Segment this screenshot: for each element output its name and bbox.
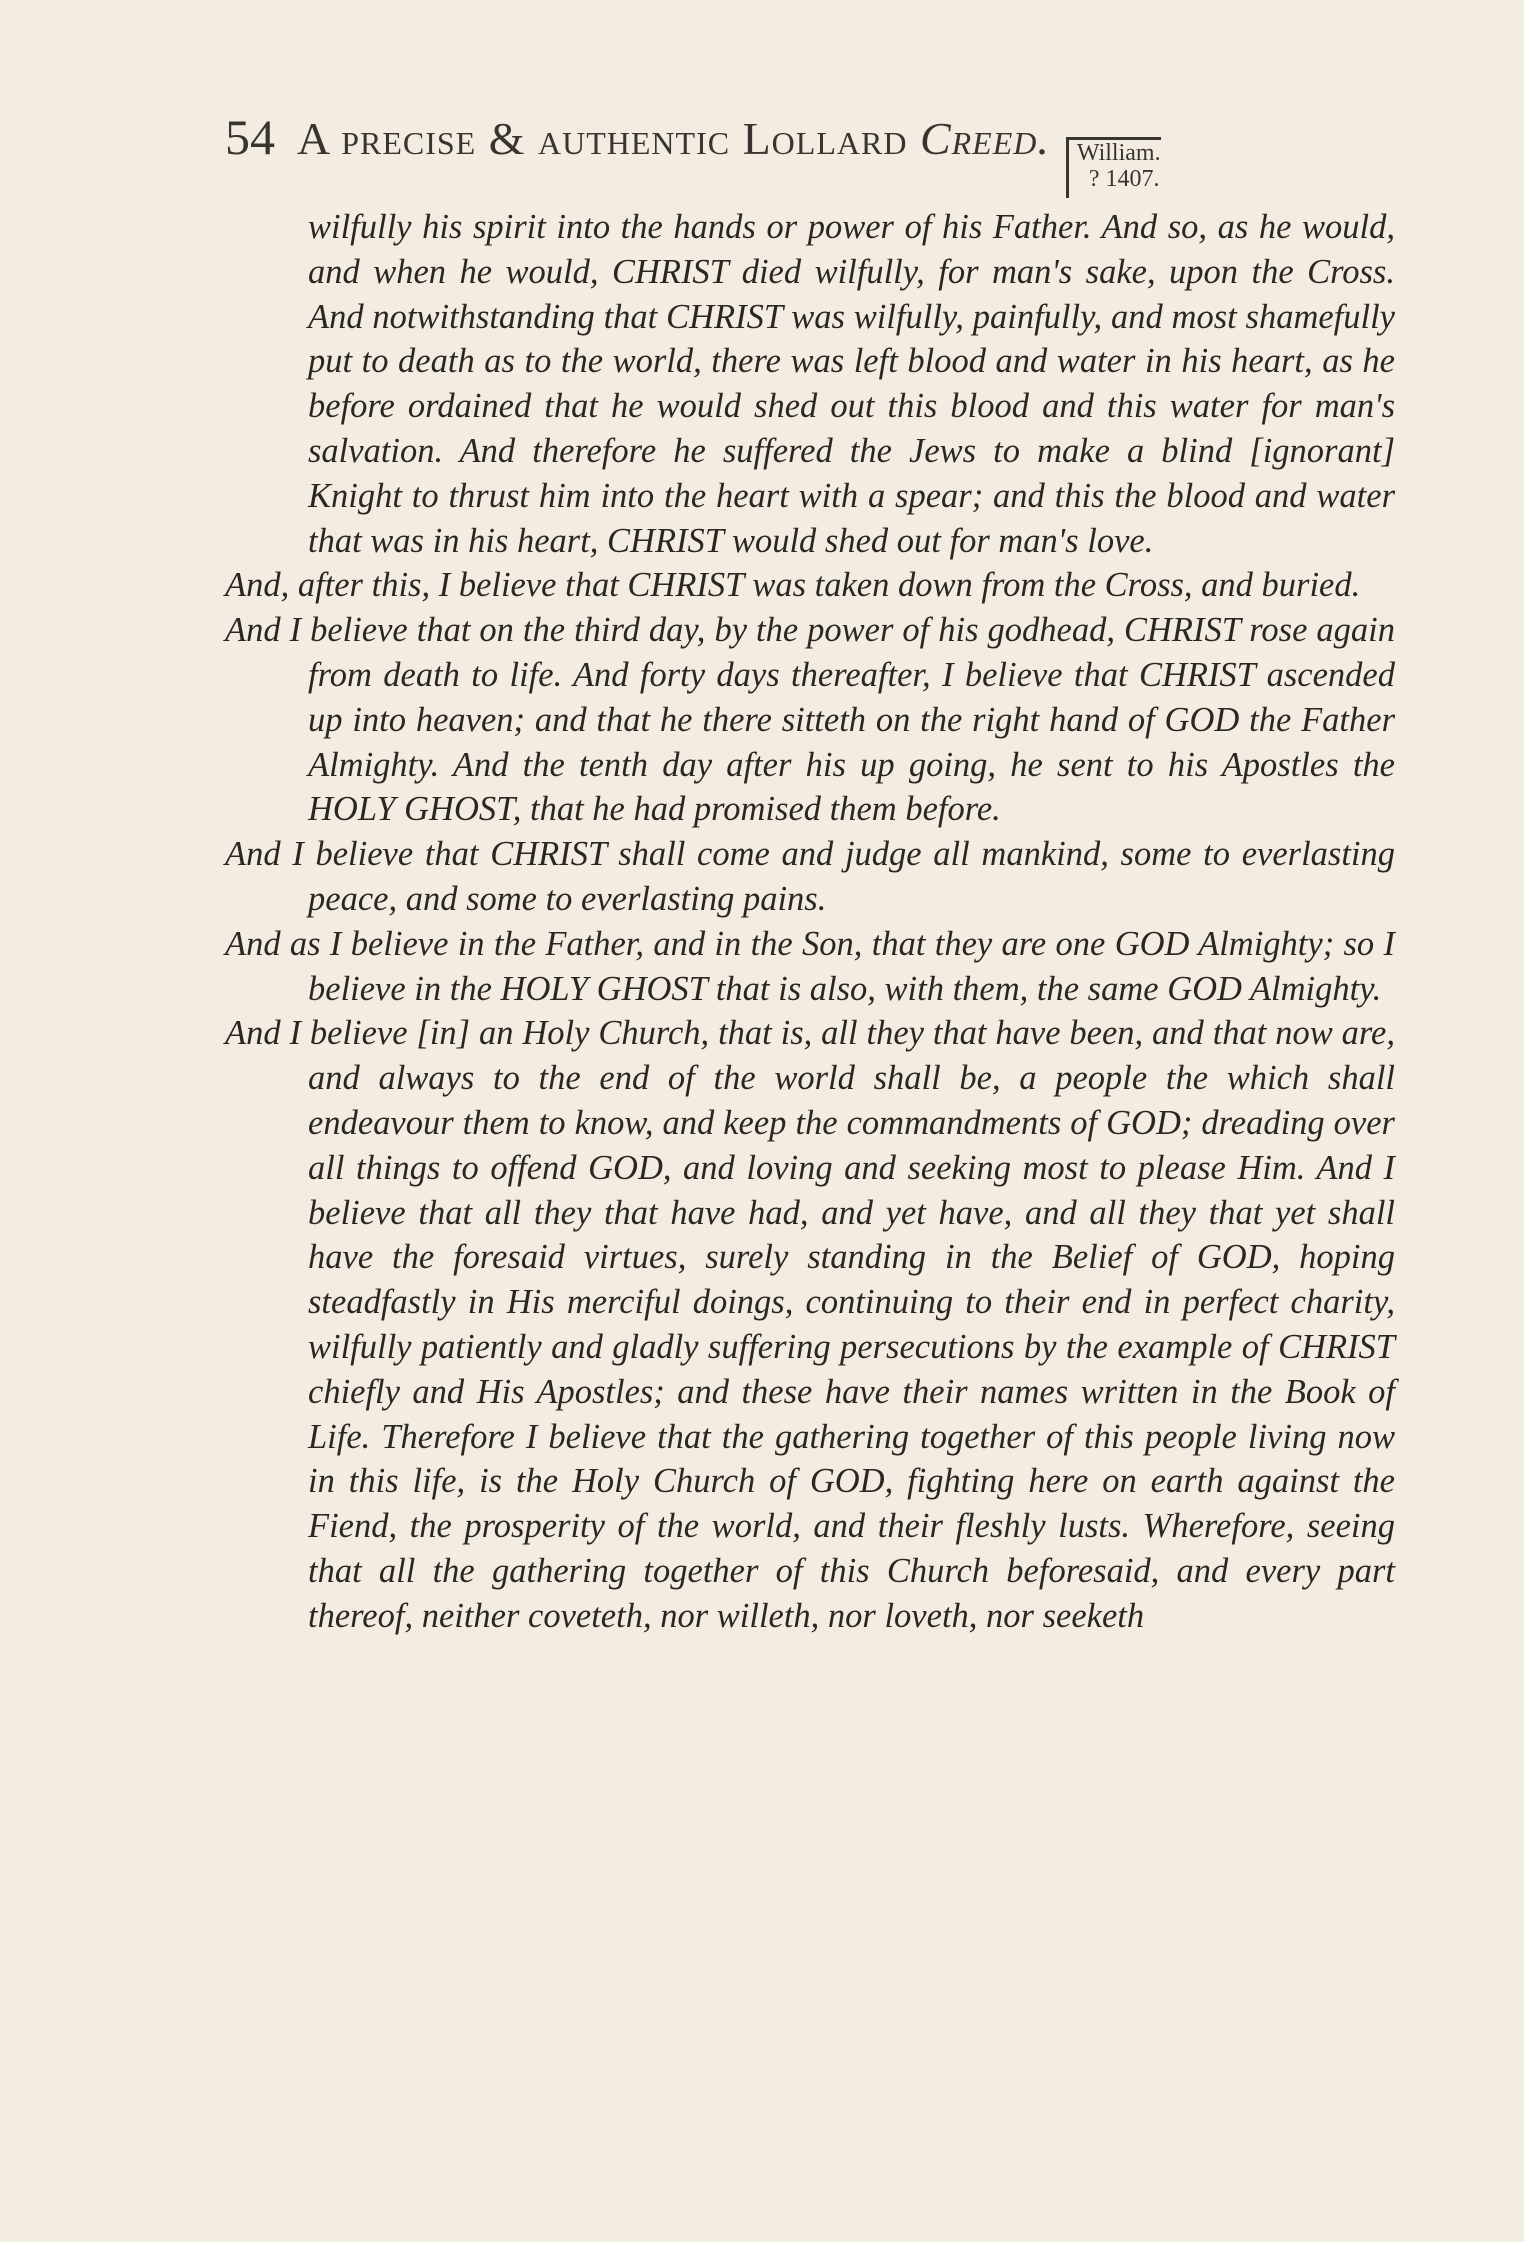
- paragraph: And I believe [in] an Holy Church, that is, all they that have been, and that now are, and always to the end of the world shall be, a people the which shall endeavour them to know, and keep the commandments of GOD; dreading over all things to offend GOD, and loving and seeking most to please Him. And I believe that all they that have had, and yet have, and all they that yet shall have the foresaid virtues, surely standing in the Belief of GOD, hoping steadfastly in His merciful doings, continuing to their end in perfect charity, wilfully patiently and gladly suffering persecutions by the example of CHRIST chiefly and His Apostles; and these have their names written in the Book of Life. Therefore I believe that the gathering together of this people living now in this life, is the Holy Church of GOD, fighting here on earth against the Fiend, the prosperity of the world, and their fleshly lusts. Wherefore, seeing that all the gathering together of this Church beforesaid, and every part thereof, neither coveteth, nor willeth, nor loveth, nor seeketh: [225, 1014, 1395, 1635]
- paragraph: wilfully his spirit into the hands or power of his Father. And so, as he would, and when he would, CHRIST died wilfully, for man's sake, upon the Cross. And notwithstanding that CHRIST was wilfully, painfully, and most shamefully put to death as to the world, there was left blood and water in his heart, as he before ordained that he would shed out this blood and this water for man's salvation. And therefore he suffered the Jews to make a blind [ignorant] Knight to thrust him into the heart with a spear; and this the blood and water that was in his heart, CHRIST would shed out for man's love.: [308, 208, 1395, 560]
- page-number: 54: [225, 109, 275, 165]
- running-header: [225, 108, 1415, 192]
- title-creed: Creed.: [919, 113, 1050, 164]
- side-note-bracket: [1066, 137, 1161, 198]
- paragraph: And I believe that CHRIST shall come and judge all mankind, some to everlasting peace, and some to everlasting pains.: [225, 835, 1395, 918]
- paragraph: And, after this, I believe that CHRIST was taken down from the Cross, and buried.: [225, 566, 1361, 605]
- running-title: [297, 112, 1050, 165]
- paragraph: And as I believe in the Father, and in the Son, that they are one GOD Almighty; so I believe in the HOLY GHOST that is also, with them, the same GOD Almighty.: [225, 924, 1395, 1008]
- paragraph: And I believe that on the third day, by the power of his godhead, CHRIST rose again from death to life. And forty days thereafter, I believe that CHRIST ascended up into heaven; and that he there sitteth on the right hand of GOD the Father Almighty. And the tenth day after his up going, he sent to his Apostles the HOLY GHOST, that he had promised them before.: [225, 611, 1395, 829]
- title-article: A: [297, 113, 342, 164]
- body-text: [225, 205, 1395, 1639]
- side-note-author: William.: [1076, 140, 1161, 166]
- title-lollard: Lollard: [742, 113, 920, 164]
- side-note-date: ? 1407.: [1088, 166, 1160, 192]
- title-words: precise & authentic: [341, 113, 743, 164]
